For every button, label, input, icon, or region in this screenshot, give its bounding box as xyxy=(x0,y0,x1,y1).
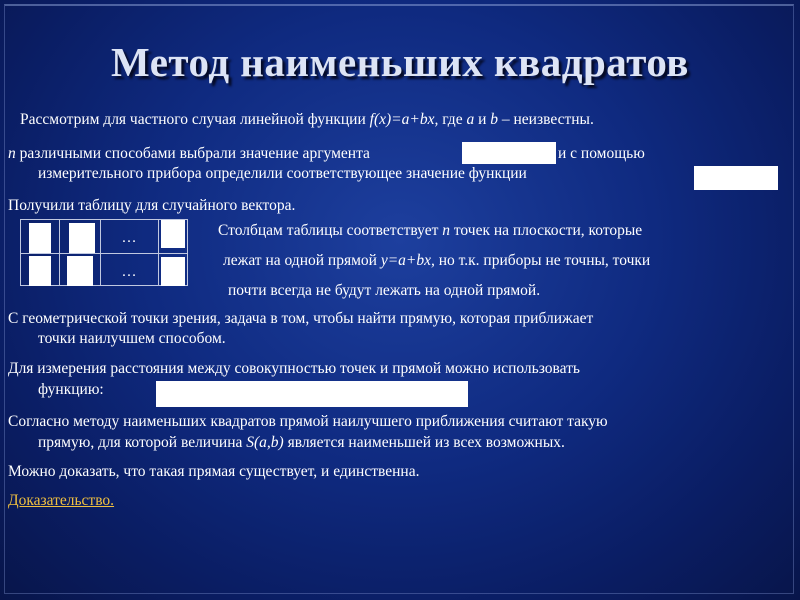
s-ab: S(a,b) xyxy=(246,434,284,451)
least-squares-text-2: прямую, для которой величина xyxy=(38,434,247,451)
intro-line xyxy=(20,111,594,129)
intro-text-3: и xyxy=(474,111,491,128)
line-equation-line xyxy=(223,252,650,270)
intro-text: Рассмотрим для частного случая линейной функции xyxy=(20,111,370,128)
argument-text-end: и с помощью xyxy=(558,145,645,162)
formula-image-sum xyxy=(156,381,468,407)
argument-text: различными способами выбрали значение аргумента xyxy=(15,145,370,162)
line-text: лежат на одной прямой xyxy=(223,252,381,269)
columns-text: Столбцам таблицы соответствует xyxy=(218,222,443,239)
formula-image-values xyxy=(694,166,778,190)
geometry-text-1: С геометрической точки зрения, задача в том, чтобы найти прямую, которая приближает xyxy=(8,310,594,327)
least-squares-text-3: является наименьшей из всех возможных. xyxy=(283,434,565,451)
geometry-text-2: точки наилучшем способом. xyxy=(38,330,226,347)
var-n-2: n xyxy=(442,222,450,239)
table-cell-y2 xyxy=(67,256,93,286)
intro-text-2: где xyxy=(438,111,467,128)
least-squares-text-1: Согласно методу наименьших квадратов прямой наилучшего приближения считают такую xyxy=(8,413,608,430)
columns-line xyxy=(218,222,642,240)
line-equation: y=a+bx, xyxy=(380,252,435,269)
table-cell-yn xyxy=(161,257,185,286)
formula-image-arguments xyxy=(462,142,556,164)
distance-text-2: функцию: xyxy=(38,381,104,398)
var-n: n xyxy=(8,145,16,162)
distance-text-1: Для измерения расстояния между совокупностью точек и прямой можно использовать xyxy=(8,360,580,377)
table-intro: Получили таблицу для случайного вектора. xyxy=(8,197,296,214)
table-cell-x1 xyxy=(29,223,51,253)
function-formula: f(x)=a+bx, xyxy=(369,111,439,128)
proof-link[interactable]: Доказательство. xyxy=(8,492,115,509)
var-b: b xyxy=(490,111,498,128)
table-cell-x2 xyxy=(69,223,95,253)
intro-text-4: – неизвестны. xyxy=(498,111,594,128)
table-cell-xn xyxy=(161,220,185,248)
measurement-line: измерительного прибора определили соответствующее значение функции xyxy=(38,165,527,182)
table-ellipsis-row2: … xyxy=(121,264,137,280)
least-squares-line-2 xyxy=(38,434,565,452)
not-on-line-text: почти всегда не будут лежать на одной прямой. xyxy=(228,282,541,299)
random-vector-table xyxy=(20,219,188,286)
table-cell-y1 xyxy=(29,256,51,286)
table-ellipsis-row1: … xyxy=(121,230,137,246)
argument-line xyxy=(8,145,370,163)
var-a: a xyxy=(466,111,475,128)
slide-title: Метод наименьших квадратов xyxy=(111,39,689,85)
columns-text-end: точек на плоскости, которые xyxy=(449,222,643,239)
line-text-end: но т.к. приборы не точны, точки xyxy=(434,252,651,269)
uniqueness-text: Можно доказать, что такая прямая существует, и единственна. xyxy=(8,463,420,480)
